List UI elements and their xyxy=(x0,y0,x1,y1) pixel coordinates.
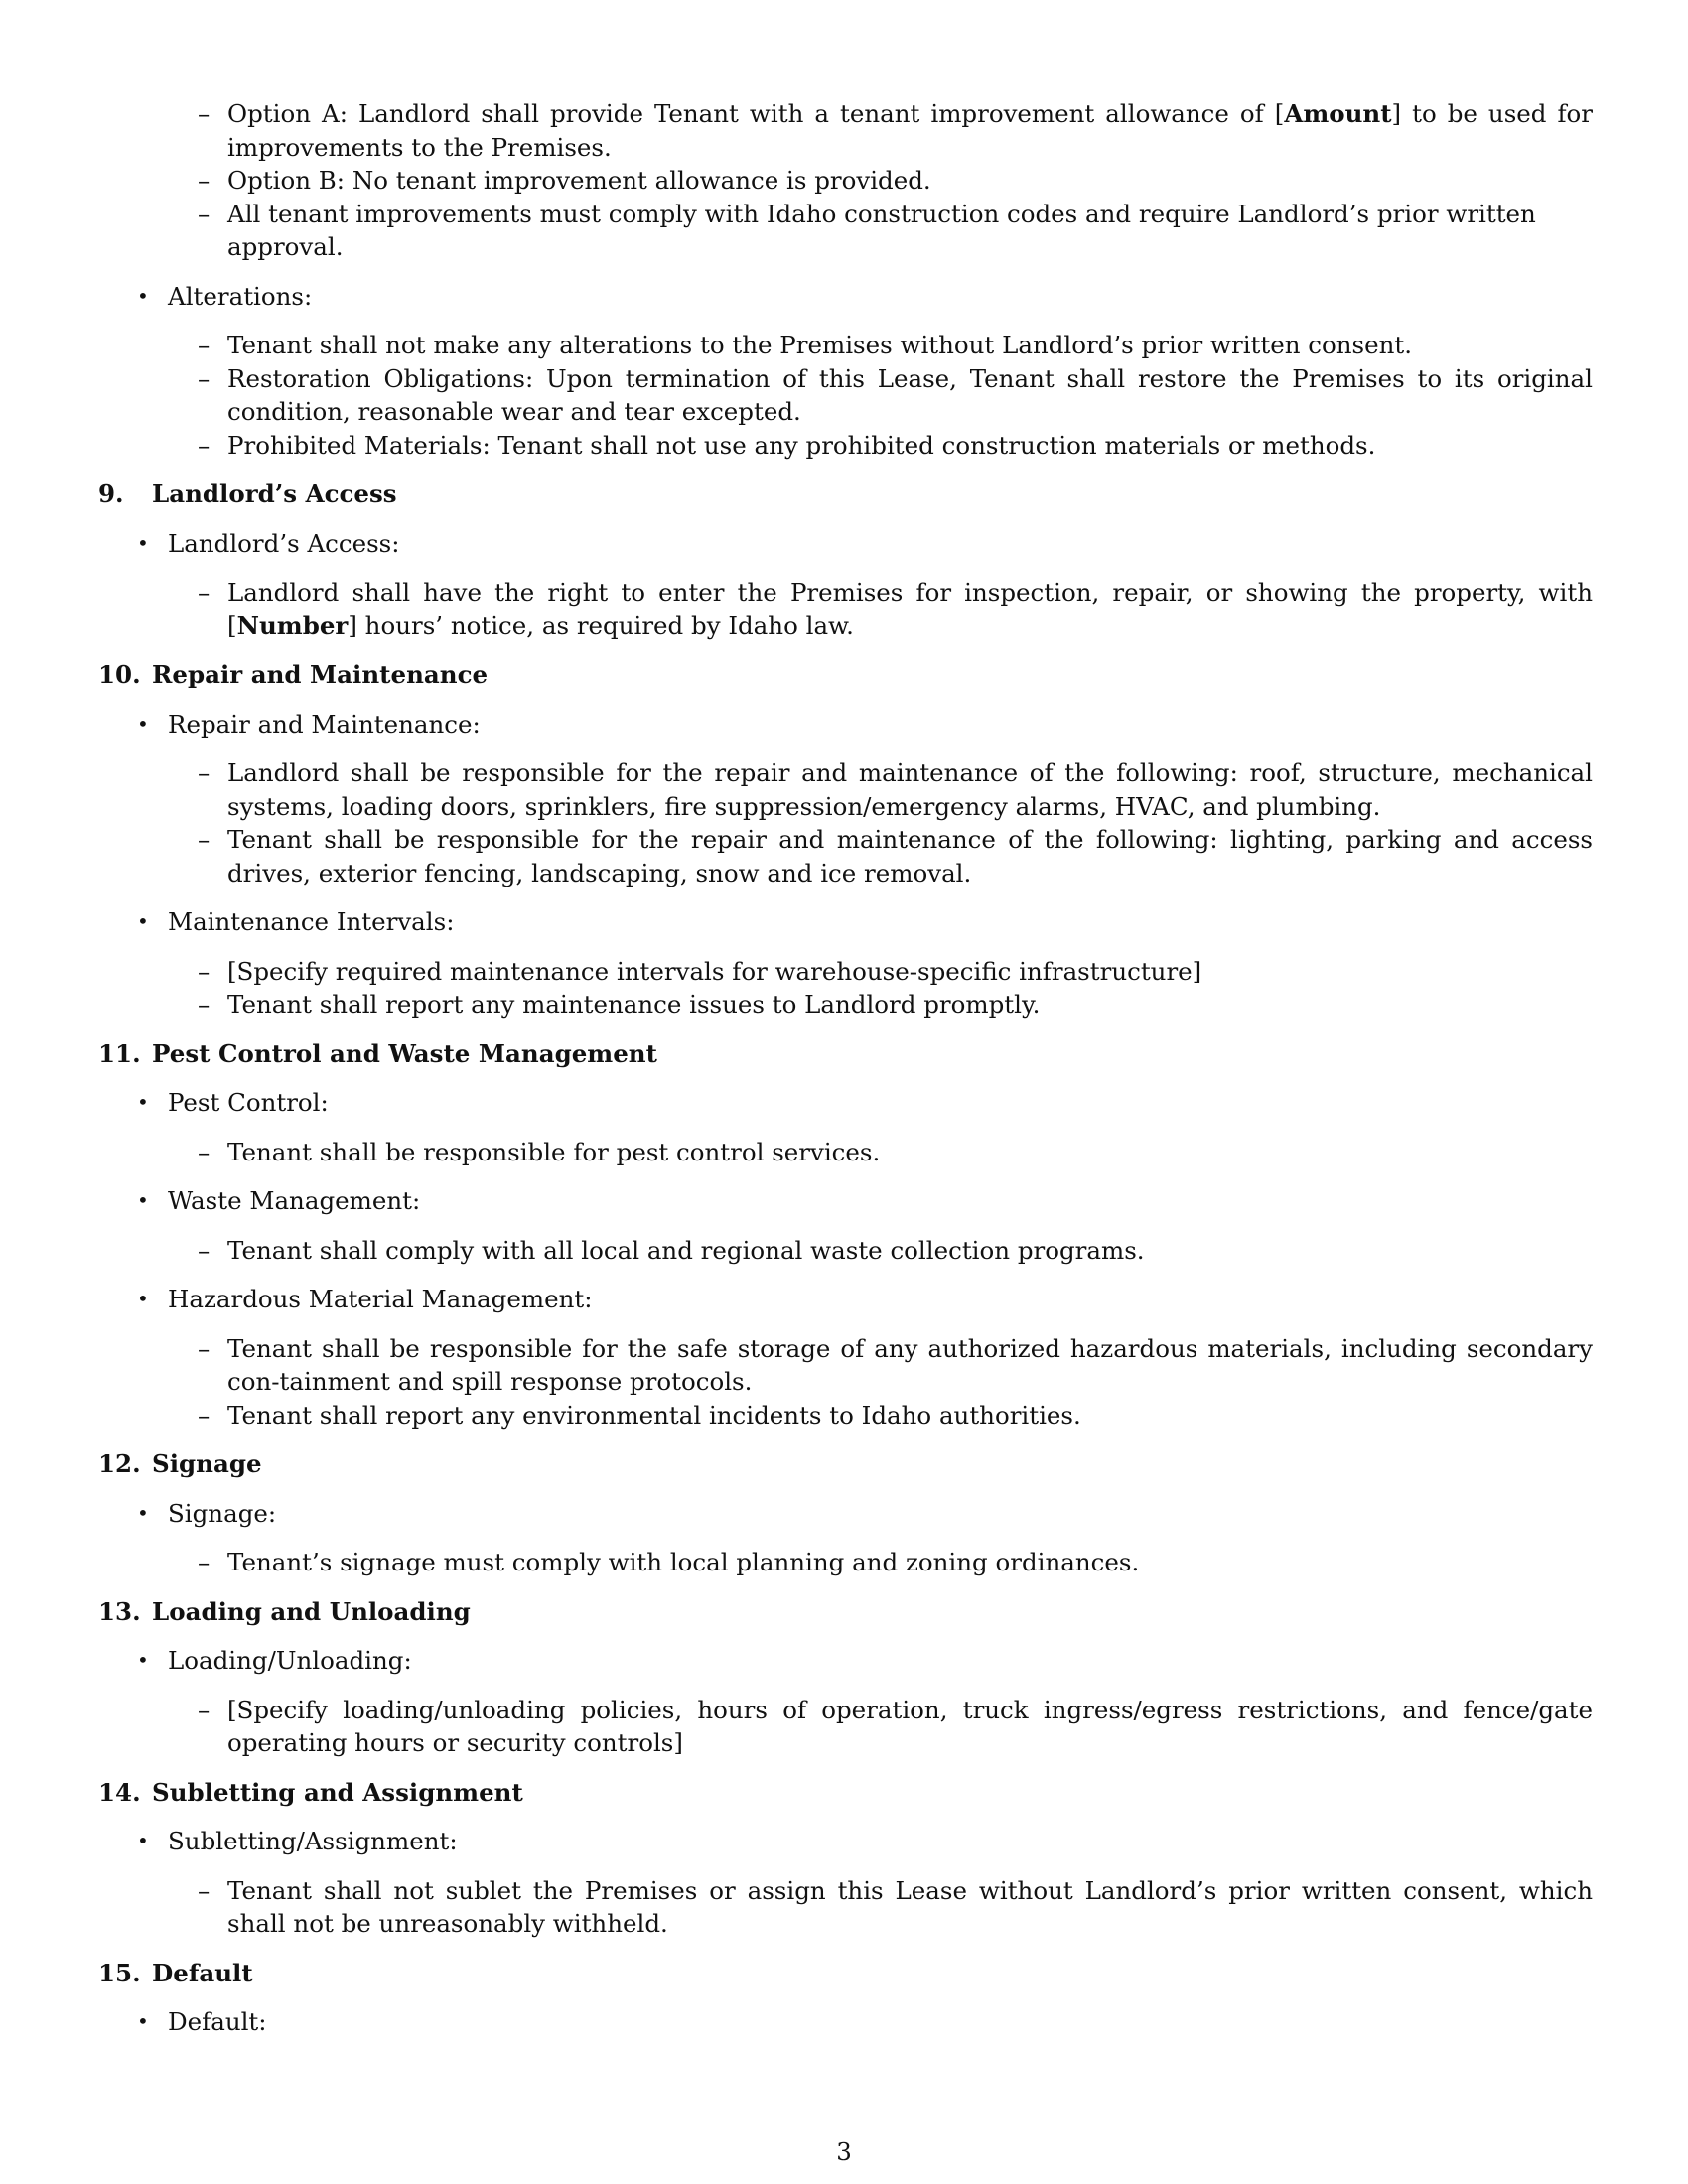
number-placeholder: Number xyxy=(236,611,349,640)
bullet-alterations xyxy=(98,280,1593,314)
list-item: – Tenant shall be responsible for the repair and maintenance of the following: lighting, parking and access drives, exterior fencing, landscaping, snow and ice removal. xyxy=(198,825,1593,887)
section-number: 9. xyxy=(98,479,124,508)
dash-list xyxy=(98,576,1593,642)
bullet-item xyxy=(98,1086,1593,1120)
list-item: – Tenant shall be responsible for pest control services. xyxy=(98,1136,1593,1169)
dash-marker: – xyxy=(198,363,211,393)
section-heading xyxy=(98,1447,1593,1481)
dash-marker: – xyxy=(198,1235,211,1265)
dash-marker: – xyxy=(198,430,211,460)
section-title: Subletting and Assignment xyxy=(152,1777,523,1807)
dash-list xyxy=(98,955,1593,1022)
sections-container xyxy=(98,478,1593,2039)
bullet-marker: • xyxy=(137,1648,149,1672)
bullet-marker: • xyxy=(137,1090,149,1114)
section-number: 12. xyxy=(98,1449,141,1478)
bullet-item xyxy=(98,1644,1593,1678)
section-title: Signage xyxy=(152,1449,262,1478)
bullet-marker: • xyxy=(137,1188,149,1212)
bullet-label: Subletting/Assignment: xyxy=(168,1827,458,1855)
dash-list xyxy=(98,1874,1593,1941)
list-item: – All tenant improvements must comply with Idaho construction codes and require Landlord’s prior written approval. xyxy=(198,199,1536,261)
bullet-label: Pest Control: xyxy=(168,1088,329,1117)
bullet-marker: • xyxy=(137,1500,149,1525)
dash-marker: – xyxy=(198,1333,211,1363)
page-number: 3 xyxy=(836,2137,852,2166)
dash-marker: – xyxy=(198,99,211,128)
list-item: – Restoration Obligations: Upon termination of this Lease, Tenant shall restore the Premises to its original condition, reasonable wear and tear excepted. xyxy=(198,363,1593,426)
section-heading xyxy=(98,1595,1593,1629)
bullet-label: Alterations: xyxy=(168,281,313,311)
bullet-label: Loading/Unloading: xyxy=(168,1646,412,1675)
list-item: – [Specify required maintenance intervals for warehouse-specific infrastructure] xyxy=(98,955,1593,989)
list-item: – Tenant shall not make any alterations to the Premises without Landlord’s prior written consent. xyxy=(98,329,1593,362)
dash-marker: – xyxy=(198,956,211,986)
section-number: 14. xyxy=(98,1777,141,1807)
list-item: – [Specify loading/unloading policies, hours of operation, truck ingress/egress restrictions, and fence/gate operating hours or security controls] xyxy=(198,1695,1593,1757)
list-item: – Tenant shall not sublet the Premises or assign this Lease without Landlord’s prior written consent, which shall not be unreasonably withheld. xyxy=(198,1875,1593,1938)
section-title: Repair and Maintenance xyxy=(152,660,489,689)
bullet-item xyxy=(98,527,1593,561)
section-number: 15. xyxy=(98,1958,141,1987)
bullet-label: Landlord’s Access: xyxy=(168,528,400,558)
section-title: Loading and Unloading xyxy=(152,1596,471,1626)
section-number: 10. xyxy=(98,660,141,689)
bullet-label: Maintenance Intervals: xyxy=(168,907,455,936)
dash-list xyxy=(98,1136,1593,1169)
dash-list xyxy=(98,1234,1593,1268)
dash-marker: – xyxy=(198,199,211,228)
bullet-label: Hazardous Material Management: xyxy=(168,1285,593,1313)
section-heading xyxy=(98,478,1593,511)
bullet-label: Default: xyxy=(168,2007,267,2036)
bullet-item xyxy=(98,708,1593,742)
dash-marker: – xyxy=(198,1875,211,1905)
alterations-list xyxy=(98,329,1593,462)
list-item: – Tenant’s signage must comply with local planning and zoning ordinances. xyxy=(98,1546,1593,1579)
dash-marker: – xyxy=(198,578,211,607)
dash-list xyxy=(98,756,1593,889)
bullet-item xyxy=(98,2005,1593,2039)
section-title: Pest Control and Waste Management xyxy=(152,1038,657,1068)
bullet-marker: • xyxy=(137,1287,149,1310)
bullet-label: Repair and Maintenance: xyxy=(168,709,481,739)
dash-marker: – xyxy=(198,1137,211,1166)
document-body xyxy=(98,97,1593,2055)
dash-marker: – xyxy=(198,758,211,787)
section-heading xyxy=(98,1037,1593,1071)
bullet-label: Waste Management: xyxy=(168,1186,421,1215)
bullet-item xyxy=(98,1283,1593,1316)
list-item: – Option A: Landlord shall provide Tenant with a tenant improvement allowance of [Amount] to be used for improvements to the Premises. xyxy=(198,99,1593,162)
dash-marker: – xyxy=(198,166,211,195)
section-heading xyxy=(98,1776,1593,1810)
list-item: – Tenant shall report any maintenance issues to Landlord promptly. xyxy=(98,988,1593,1022)
dash-marker: – xyxy=(198,331,211,359)
dash-list xyxy=(98,1332,1593,1433)
dash-list xyxy=(98,1694,1593,1760)
section-number: 11. xyxy=(98,1038,141,1068)
section-title: Default xyxy=(152,1958,253,1987)
amount-placeholder: Amount xyxy=(1284,99,1392,128)
dash-marker: – xyxy=(198,825,211,854)
bullet-marker: • xyxy=(137,530,149,555)
bullet-item xyxy=(98,1497,1593,1531)
bullet-marker: • xyxy=(137,909,149,933)
list-item: – Tenant shall be responsible for the safe storage of any authorized hazardous materials, including secondary con-tainment and spill response protocols. xyxy=(198,1333,1593,1396)
list-item: – Landlord shall be responsible for the repair and maintenance of the following: roof, structure, mechanical systems, loading doors, sprinklers, fire suppression/emergency alarms, HVAC, and plumbing. xyxy=(198,758,1593,821)
section-heading xyxy=(98,658,1593,692)
list-item: – Landlord shall have the right to enter the Premises for inspection, repair, or showing the property, with [Number] hours’ notice, as required by Idaho law. xyxy=(198,578,1593,640)
bullet-marker: • xyxy=(137,283,149,308)
section-number: 13. xyxy=(98,1596,141,1626)
bullet-marker: • xyxy=(137,711,149,736)
list-item: – Prohibited Materials: Tenant shall not use any prohibited construction materials or methods. xyxy=(98,429,1593,463)
dash-marker: – xyxy=(198,1400,211,1430)
dash-marker: – xyxy=(198,1548,211,1576)
tenant-improvement-options xyxy=(98,97,1593,264)
list-item: – Tenant shall comply with all local and regional waste collection programs. xyxy=(98,1234,1593,1268)
bullet-marker: • xyxy=(137,2009,149,2033)
dash-marker: – xyxy=(198,990,211,1019)
list-item: – Option B: No tenant improvement allowance is provided. xyxy=(98,164,1593,198)
bullet-item xyxy=(98,1825,1593,1858)
bullet-marker: • xyxy=(137,1829,149,1852)
bullet-item xyxy=(98,1184,1593,1218)
bullet-label: Signage: xyxy=(168,1498,277,1528)
section-title: Landlord’s Access xyxy=(152,479,397,508)
bullet-item xyxy=(98,905,1593,939)
section-heading xyxy=(98,1957,1593,1990)
dash-marker: – xyxy=(198,1695,211,1724)
list-item: – Tenant shall report any environmental incidents to Idaho authorities. xyxy=(98,1399,1593,1433)
dash-list xyxy=(98,1546,1593,1579)
